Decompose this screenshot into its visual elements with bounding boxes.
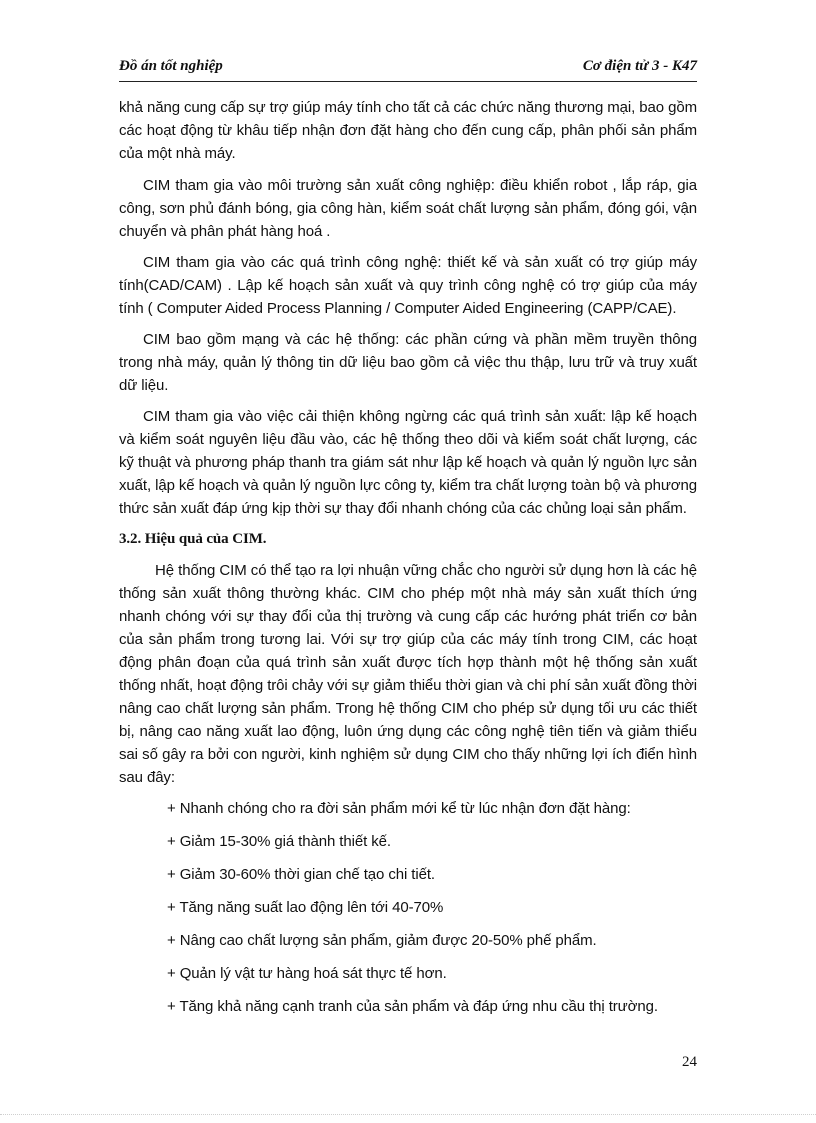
list-item: + Tăng khả năng cạnh tranh của sản phẩm và đáp ứng nhu cầu thị trường. — [167, 998, 658, 1015]
page-content — [119, 96, 697, 1028]
paragraph-cim-improvement: CIM tham gia vào việc cải thiện không ngừng các quá trình sản xuất: lập kế hoạch và kiểm soát nguyên liệu đầu vào, các hệ thống theo dõi và kiểm soát chất lượng, các kỹ thuật và phương pháp thanh tra giám sát như lập kế hoạch và quản lý nguồn lực sản xuất, lập kế hoạch và quản lý nguồn lực công ty, kiểm tra chất lượng toàn bộ và phương thức sản xuất đáp ứng kịp thời sự thay đổi nhanh chóng của các chủng loại sản phẩm. — [119, 408, 697, 517]
list-item: + Nhanh chóng cho ra đời sản phẩm mới kể từ lúc nhận đơn đặt hàng: — [167, 800, 631, 817]
paragraph-cim-production: CIM tham gia vào môi trường sản xuất công nghiệp: điều khiển robot , lắp ráp, gia công, sơn phủ đánh bóng, gia công hàn, kiểm soát chất lượng sản phẩm, đóng gói, vận chuyển và phân phát hàng hoá . — [119, 177, 697, 240]
section-heading: 3.2. Hiệu quả của CIM. — [119, 531, 267, 547]
header-document-title: Đồ án tốt nghiệp — [119, 58, 223, 74]
paragraph-continued: khả năng cung cấp sự trợ giúp máy tính cho tất cả các chức năng thương mại, bao gồm các hoạt động từ khâu tiếp nhận đơn đặt hàng cho đến cung cấp, phân phối sản phẩm của một nhà máy. — [119, 99, 697, 162]
paragraph-cim-technology: CIM tham gia vào các quá trình công nghệ: thiết kế và sản xuất có trợ giúp máy tính(CAD/CAM) . Lập kế hoạch sản xuất và quy trình công nghệ có trợ giúp của máy tính ( Computer Aided Process Planning / Computer Aided Engineering (CAPP/CAE). — [119, 254, 697, 317]
list-item: + Giảm 15-30% giá thành thiết kế. — [167, 833, 391, 850]
header-course-label: Cơ điện tử 3 - K47 — [582, 58, 697, 74]
page-number: 24 — [682, 1054, 697, 1070]
list-item: + Quản lý vật tư hàng hoá sát thực tế hơn. — [167, 965, 447, 982]
list-item: + Tăng năng suất lao động lên tới 40-70% — [167, 899, 444, 916]
page-header — [119, 49, 697, 82]
benefits-list — [119, 797, 697, 1018]
paragraph-cim-network: CIM bao gồm mạng và các hệ thống: các phần cứng và phần mềm truyền thông trong nhà máy, quản lý thông tin dữ liệu bao gồm cả việc thu thập, lưu trữ và truy xuất dữ liệu. — [119, 331, 697, 394]
list-item: + Giảm 30-60% thời gian chế tạo chi tiết. — [167, 866, 435, 883]
list-item: + Nâng cao chất lượng sản phẩm, giảm được 20-50% phế phẩm. — [167, 932, 597, 949]
section-body: Hệ thống CIM có thể tạo ra lợi nhuận vững chắc cho người sử dụng hơn là các hệ thống sản xuất thông thường khác. CIM cho phép một nhà máy sản xuất thích ứng nhanh chóng với sự thay đổi của thị trường và cung cấp các hướng phát triển cơ bản của sản phẩm trong tương lai. Với sự trợ giúp của các máy tính trong CIM, các hoạt động phân đoạn của quá trình sản xuất được tích hợp thành một hệ thống sản xuất thống nhất, hoạt động trôi chảy với sự giảm thiểu thời gian và chi phí sản xuất đồng thời nâng cao chất lượng sản phẩm. Trong hệ thống CIM cho phép sử dụng tối ưu các thiết bị, nâng cao năng xuất lao động, luôn ứng dụng các công nghệ tiên tiến và giảm thiểu sai số gây ra bởi con người, kinh nghiệm sử dụng CIM cho thấy những lợi ích điển hình sau đây: — [119, 562, 697, 786]
page-bottom-divider — [0, 1114, 816, 1115]
